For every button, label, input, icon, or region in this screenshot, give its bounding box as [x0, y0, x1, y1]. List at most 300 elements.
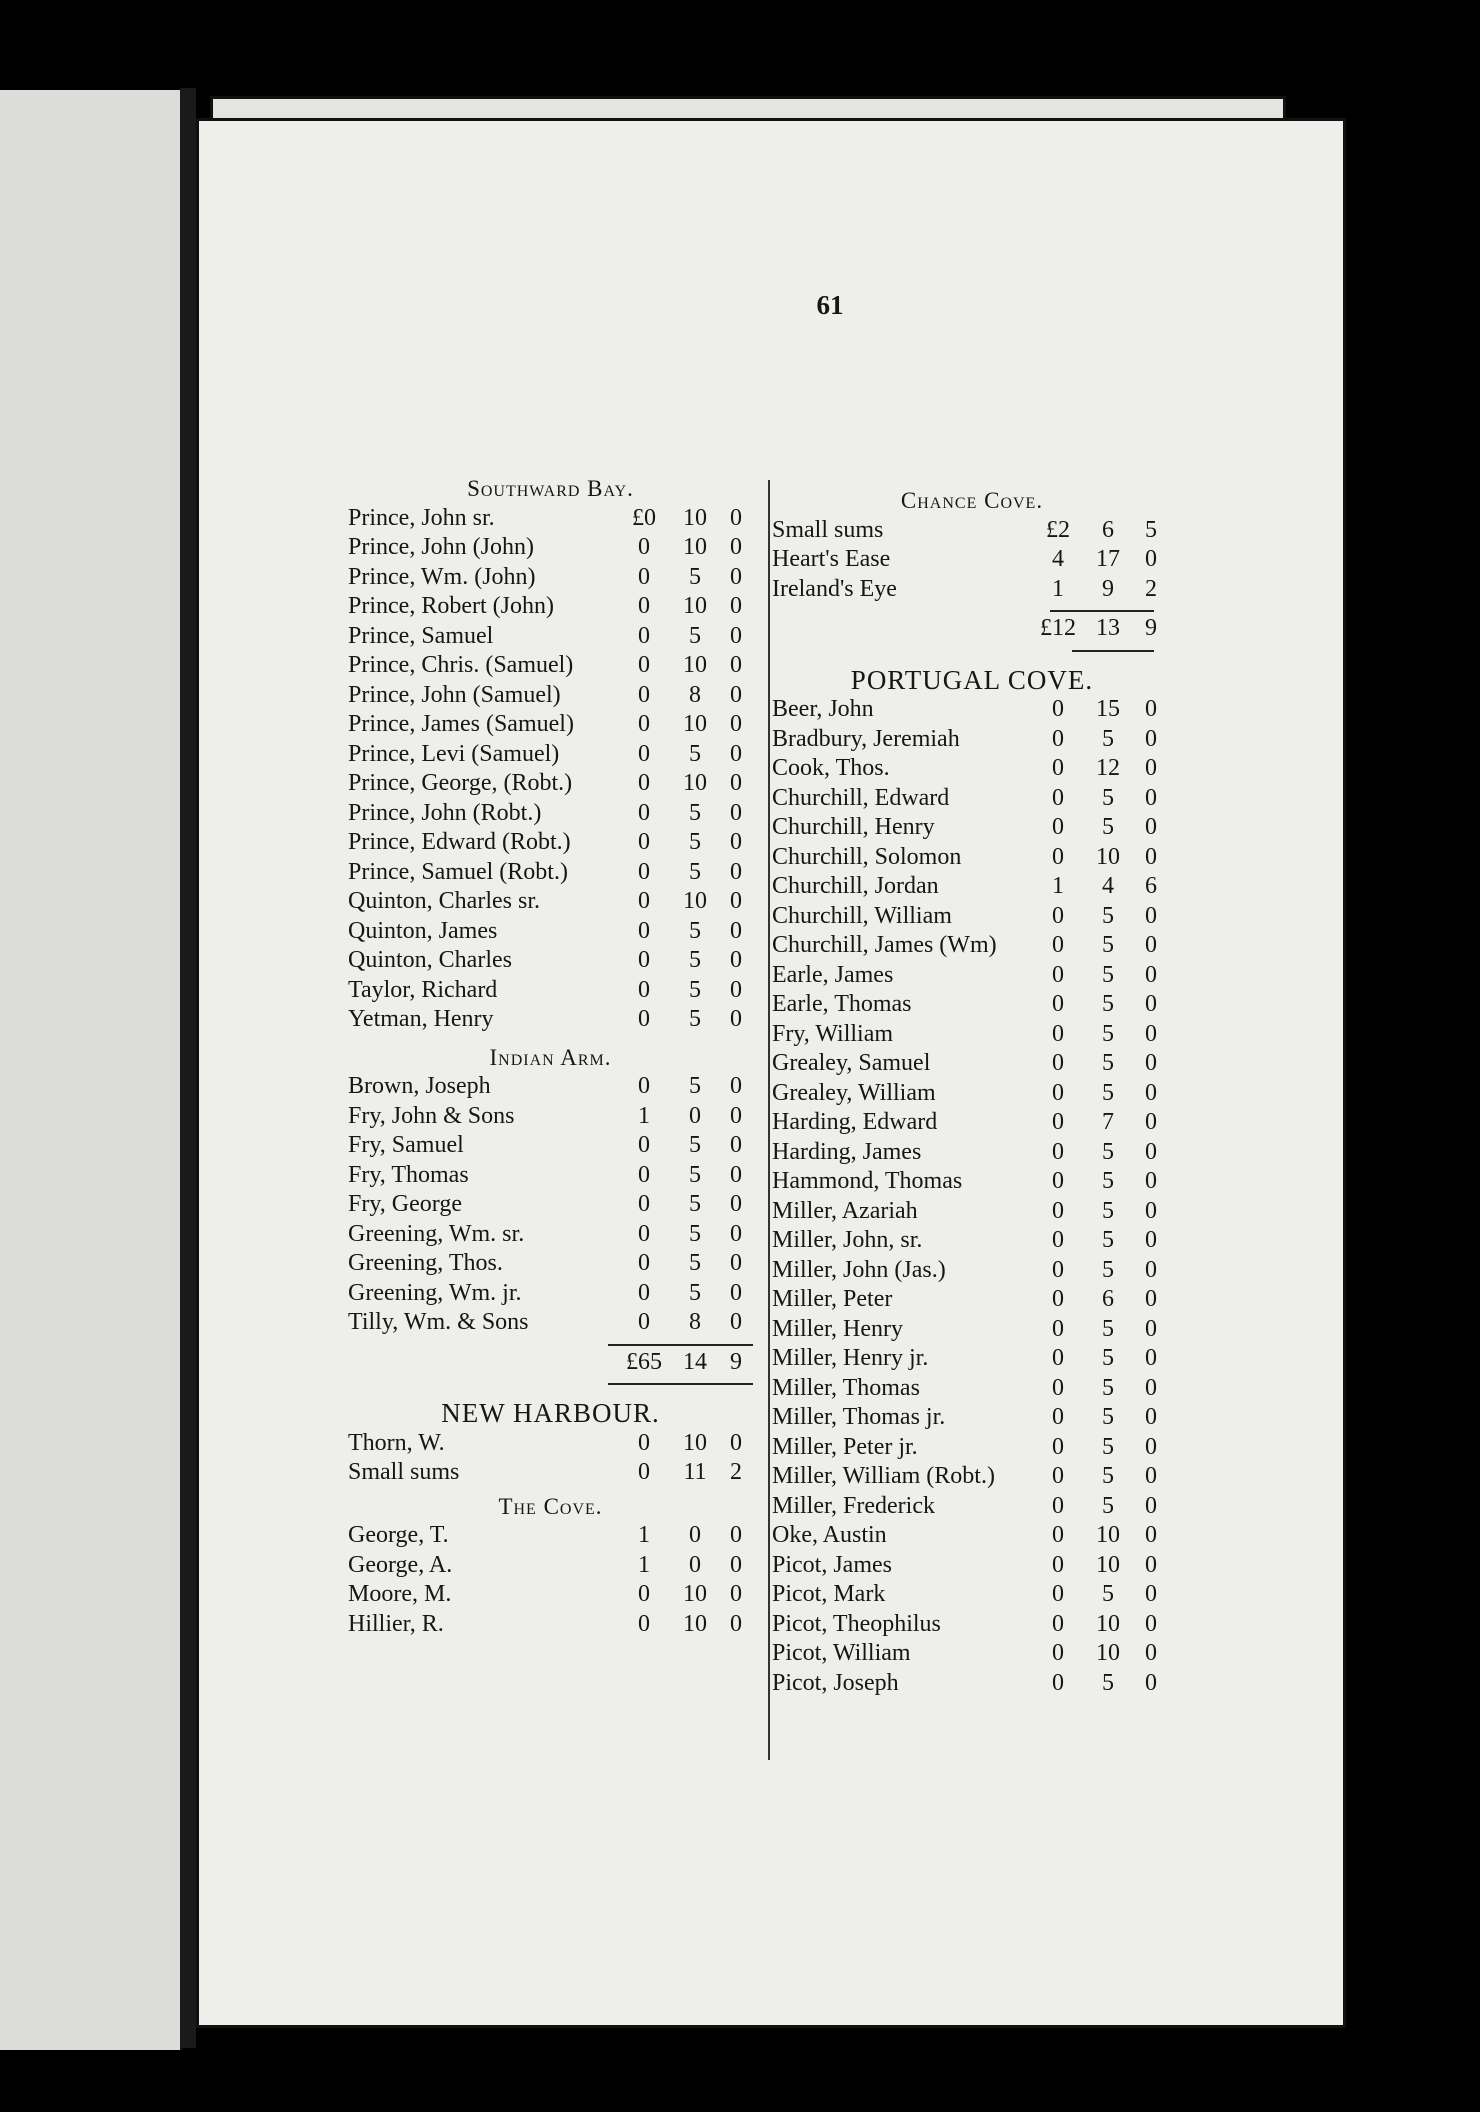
- new-harbour-list: [348, 1429, 753, 1488]
- amount-pence: 0: [730, 1073, 742, 1099]
- subscriber-name: Fry, John & Sons: [348, 1102, 515, 1129]
- amount-shillings: 5: [689, 799, 701, 826]
- amount-pence: 2: [1145, 575, 1157, 602]
- ledger-row: [772, 1462, 1172, 1492]
- amount-pence: 0: [730, 1132, 742, 1158]
- amount-pounds: 1: [638, 1551, 650, 1578]
- subscriber-name: Miller, Peter jr.: [772, 1433, 918, 1460]
- subscriber-name: Prince, George, (Robt.): [348, 770, 573, 796]
- amount-shillings: 7: [1102, 1109, 1114, 1135]
- subscriber-name: Thorn, W.: [348, 1429, 445, 1456]
- subscriber-name: Greening, Thos.: [348, 1250, 503, 1276]
- ledger-row: [772, 1108, 1172, 1138]
- subscriber-name: Prince, Robert (John): [348, 593, 554, 619]
- amount-pence: 0: [730, 1610, 742, 1637]
- chance-cove-list: [772, 516, 1172, 605]
- right-column: [772, 486, 1172, 1698]
- amount-shillings: 4: [1102, 873, 1114, 899]
- page-number: 61: [816, 290, 844, 320]
- ledger-row: [772, 1521, 1172, 1551]
- total-pence: 9: [1145, 615, 1157, 641]
- amount-shillings: 0: [689, 1102, 701, 1129]
- amount-pence: 0: [730, 681, 742, 708]
- ledger-row: [348, 533, 753, 563]
- amount-pounds: 0: [638, 1610, 650, 1637]
- southward-bay-list: [348, 504, 753, 1035]
- subscriber-name: Yetman, Henry: [348, 1006, 494, 1032]
- ledger-row: [348, 799, 753, 829]
- amount-shillings: 10: [1096, 1522, 1120, 1548]
- ledger-row: [348, 1279, 753, 1309]
- amount-pence: 0: [1145, 843, 1157, 870]
- subscriber-name: Miller, Azariah: [772, 1197, 918, 1224]
- subscriber-name: Miller, Henry jr.: [772, 1345, 929, 1371]
- subscriber-name: Miller, John (Jas.): [772, 1256, 946, 1283]
- amount-pence: 0: [1145, 902, 1157, 929]
- the-cove-list: [348, 1521, 753, 1639]
- amount-shillings: 8: [689, 1309, 701, 1335]
- amount-shillings: 5: [689, 1132, 701, 1158]
- amount-pence: 0: [1145, 1345, 1157, 1371]
- amount-pounds: 0: [638, 770, 650, 796]
- amount-pounds: 0: [1052, 1522, 1064, 1548]
- ledger-row: [348, 651, 753, 681]
- subscriber-name: George, A.: [348, 1551, 453, 1578]
- amount-shillings: 5: [1102, 902, 1114, 929]
- total-pounds: £65: [626, 1348, 662, 1375]
- ledger-row: [348, 504, 753, 534]
- subscriber-name: Prince, Chris. (Samuel): [348, 652, 574, 678]
- section-heading-southward-bay: Southward Bay.: [467, 476, 634, 501]
- amount-pounds: 0: [638, 799, 650, 826]
- subscriber-name: Miller, William (Robt.): [772, 1463, 995, 1489]
- amount-pence: 0: [1145, 1168, 1157, 1194]
- ledger-row: [348, 1610, 753, 1640]
- amount-pounds: 0: [638, 1250, 650, 1276]
- total-shillings: 14: [683, 1348, 707, 1375]
- amount-pounds: 0: [638, 711, 650, 737]
- book-spine: [180, 88, 196, 2048]
- ledger-row: [772, 1167, 1172, 1197]
- amount-pence: 0: [1145, 1020, 1157, 1047]
- subscriber-name: Harding, Edward: [772, 1109, 938, 1135]
- amount-pence: 0: [730, 1220, 742, 1247]
- amount-pence: 2: [730, 1459, 742, 1485]
- amount-pounds: 0: [638, 1459, 650, 1485]
- amount-shillings: 0: [689, 1522, 701, 1548]
- amount-pounds: 0: [638, 563, 650, 590]
- amount-shillings: 5: [689, 740, 701, 767]
- amount-pence: 0: [730, 770, 742, 796]
- indian-arm-total: [348, 1348, 753, 1378]
- amount-pounds: 0: [1052, 814, 1064, 840]
- amount-pounds: 0: [1052, 1256, 1064, 1283]
- amount-pounds: 0: [1052, 1581, 1064, 1607]
- amount-pounds: 0: [1052, 1404, 1064, 1430]
- amount-shillings: 10: [683, 652, 707, 678]
- amount-shillings: 10: [683, 1429, 707, 1456]
- section-heading-new-harbour: NEW HARBOUR.: [441, 1398, 660, 1428]
- amount-pounds: 0: [1052, 991, 1064, 1017]
- amount-shillings: 5: [689, 917, 701, 944]
- amount-pence: 0: [730, 976, 742, 1003]
- amount-shillings: 10: [683, 1581, 707, 1607]
- amount-pounds: 0: [638, 740, 650, 767]
- amount-pence: 0: [1145, 1079, 1157, 1106]
- ledger-row: [772, 1374, 1172, 1404]
- section-heading-chance-cove: Chance Cove.: [900, 488, 1044, 513]
- subscriber-name: Ireland's Eye: [772, 575, 897, 602]
- amount-pence: 0: [730, 1279, 742, 1306]
- amount-pence: 0: [1145, 1492, 1157, 1519]
- subscriber-name: Miller, Henry: [772, 1315, 904, 1342]
- subscriber-name: Quinton, Charles: [348, 947, 512, 973]
- amount-shillings: 5: [1102, 1463, 1114, 1489]
- amount-pounds: 0: [1052, 932, 1064, 958]
- amount-pounds: 1: [638, 1522, 650, 1548]
- ledger-row: [348, 946, 753, 976]
- amount-shillings: 10: [1096, 1551, 1120, 1578]
- amount-shillings: 5: [1102, 1315, 1114, 1342]
- subscriber-name: Churchill, Solomon: [772, 843, 962, 870]
- amount-shillings: 10: [1096, 843, 1120, 870]
- ledger-row: [772, 990, 1172, 1020]
- amount-shillings: 8: [689, 681, 701, 708]
- amount-shillings: 5: [689, 1250, 701, 1276]
- subscriber-name: Quinton, James: [348, 917, 498, 944]
- ledger-row: [772, 1079, 1172, 1109]
- amount-shillings: 5: [689, 858, 701, 885]
- amount-shillings: 5: [1102, 991, 1114, 1017]
- ledger-row: [772, 1403, 1172, 1433]
- amount-pence: 0: [730, 1161, 742, 1188]
- amount-shillings: 5: [1102, 1050, 1114, 1076]
- subscriber-name: George, T.: [348, 1522, 449, 1548]
- amount-pence: 0: [730, 1191, 742, 1217]
- amount-pence: 0: [1145, 1433, 1157, 1460]
- amount-pence: 0: [1145, 784, 1157, 811]
- subscriber-name: Moore, M.: [348, 1581, 452, 1607]
- amount-pounds: 0: [1052, 1463, 1064, 1489]
- amount-pence: 0: [730, 1551, 742, 1578]
- amount-pounds: 0: [1052, 1640, 1064, 1666]
- subscriber-name: Picot, Mark: [772, 1581, 886, 1607]
- total-rule: [1050, 610, 1154, 612]
- ledger-row: [772, 784, 1172, 814]
- subscriber-name: Picot, William: [772, 1640, 911, 1666]
- ledger-row: [772, 1138, 1172, 1168]
- amount-pence: 5: [1145, 516, 1157, 543]
- amount-pence: 0: [730, 1581, 742, 1607]
- amount-shillings: 5: [1102, 1492, 1114, 1519]
- amount-shillings: 5: [1102, 784, 1114, 811]
- amount-pence: 0: [1145, 1640, 1157, 1666]
- amount-pence: 0: [730, 1250, 742, 1276]
- amount-pounds: 0: [638, 1191, 650, 1217]
- ledger-row: [348, 828, 753, 858]
- amount-shillings: 5: [1102, 1227, 1114, 1253]
- amount-shillings: 5: [689, 1279, 701, 1306]
- ledger-row: [772, 1344, 1172, 1374]
- ledger-row: [772, 1669, 1172, 1699]
- amount-pounds: 0: [638, 681, 650, 708]
- ledger-row: [348, 858, 753, 888]
- amount-shillings: 5: [689, 1191, 701, 1217]
- ledger-row: [348, 1580, 753, 1610]
- amount-shillings: 5: [689, 829, 701, 855]
- amount-pounds: 0: [1052, 1669, 1064, 1696]
- ledger-row: [772, 1551, 1172, 1581]
- amount-shillings: 10: [683, 534, 707, 560]
- amount-pounds: 0: [1052, 1374, 1064, 1401]
- amount-pounds: 0: [638, 1309, 650, 1335]
- ledger-row: [772, 545, 1172, 575]
- amount-pence: 0: [1145, 1522, 1157, 1548]
- amount-pounds: 0: [638, 1006, 650, 1032]
- amount-shillings: 5: [1102, 1669, 1114, 1696]
- ledger-row: [772, 1256, 1172, 1286]
- amount-shillings: 15: [1096, 696, 1120, 722]
- ledger-row: [772, 1226, 1172, 1256]
- amount-shillings: 10: [683, 770, 707, 796]
- amount-pounds: 0: [1052, 1168, 1064, 1194]
- ledger-row: [772, 1315, 1172, 1345]
- total-rule: [608, 1383, 753, 1385]
- amount-pence: 0: [730, 1102, 742, 1129]
- subscriber-name: Churchill, William: [772, 902, 952, 929]
- ledger-row: [348, 887, 753, 917]
- amount-pounds: 0: [1052, 961, 1064, 988]
- ledger-row: [348, 1551, 753, 1581]
- ledger-row: [772, 1020, 1172, 1050]
- subscriber-name: Prince, Levi (Samuel): [348, 740, 560, 767]
- ledger-row: [348, 622, 753, 652]
- subscriber-name: Earle, James: [772, 961, 894, 988]
- subscriber-name: Prince, Wm. (John): [348, 563, 536, 590]
- amount-pence: 0: [1145, 1286, 1157, 1312]
- amount-pounds: 0: [1052, 902, 1064, 929]
- section-heading-indian-arm: Indian Arm.: [489, 1044, 612, 1070]
- amount-pence: 0: [730, 711, 742, 737]
- ledger-row: [348, 1521, 753, 1551]
- ledger-row: [348, 1220, 753, 1250]
- amount-pounds: 0: [638, 1279, 650, 1306]
- amount-pence: 0: [730, 1522, 742, 1548]
- subscriber-name: Oke, Austin: [772, 1522, 887, 1548]
- amount-pounds: 0: [638, 829, 650, 855]
- amount-pence: 0: [730, 888, 742, 914]
- amount-pounds: 0: [1052, 696, 1064, 722]
- amount-pence: 0: [730, 858, 742, 885]
- amount-pence: 0: [1145, 546, 1157, 572]
- amount-shillings: 10: [683, 504, 707, 531]
- amount-pounds: 0: [1052, 843, 1064, 870]
- ledger-row: [348, 681, 753, 711]
- amount-shillings: 5: [689, 622, 701, 649]
- total-pounds: £12: [1040, 615, 1076, 641]
- amount-pounds: 0: [638, 917, 650, 944]
- amount-pence: 0: [730, 947, 742, 973]
- amount-pounds: £0: [632, 504, 656, 531]
- ledger-row: [348, 1005, 753, 1035]
- section-heading-the-cove: The Cove.: [498, 1493, 603, 1519]
- amount-pounds: 0: [638, 1429, 650, 1456]
- ledger-row: [348, 592, 753, 622]
- ledger-row: [772, 1492, 1172, 1522]
- subscriber-name: Churchill, Jordan: [772, 873, 939, 899]
- subscriber-name: Fry, William: [772, 1020, 894, 1047]
- left-column: [348, 474, 753, 1639]
- ledger-row: [348, 976, 753, 1006]
- amount-pounds: 1: [1052, 873, 1064, 899]
- amount-pounds: 4: [1052, 546, 1064, 572]
- amount-shillings: 17: [1096, 546, 1120, 572]
- amount-pence: 0: [730, 917, 742, 944]
- subscriber-name: Fry, George: [348, 1191, 462, 1217]
- amount-pounds: 0: [1052, 1492, 1064, 1519]
- subscriber-name: Churchill, Edward: [772, 784, 950, 811]
- amount-pounds: 0: [638, 947, 650, 973]
- subscriber-name: Tilly, Wm. & Sons: [348, 1309, 529, 1335]
- amount-pence: 0: [1145, 961, 1157, 988]
- amount-pounds: 1: [638, 1102, 650, 1129]
- amount-pounds: 0: [638, 1161, 650, 1188]
- subscriber-name: Miller, Frederick: [772, 1492, 935, 1519]
- subscriber-name: Prince, Samuel: [348, 622, 494, 649]
- subscriber-name: Prince, James (Samuel): [348, 711, 574, 737]
- amount-pounds: 0: [1052, 1227, 1064, 1253]
- amount-pence: 0: [730, 593, 742, 619]
- amount-shillings: 9: [1102, 575, 1114, 602]
- amount-shillings: 5: [689, 947, 701, 973]
- amount-shillings: 5: [689, 1073, 701, 1099]
- amount-pounds: 0: [1052, 1315, 1064, 1342]
- amount-pounds: 0: [1052, 1020, 1064, 1047]
- subscriber-name: Picot, James: [772, 1551, 892, 1578]
- amount-shillings: 5: [1102, 814, 1114, 840]
- amount-pounds: 0: [638, 652, 650, 678]
- amount-pounds: 0: [1052, 1610, 1064, 1637]
- amount-shillings: 10: [1096, 1610, 1120, 1637]
- amount-pounds: 0: [1052, 1197, 1064, 1224]
- amount-pence: 0: [1145, 991, 1157, 1017]
- ledger-row: [772, 695, 1172, 725]
- subscriber-name: Churchill, Henry: [772, 814, 935, 840]
- subscriber-name: Churchill, James (Wm): [772, 932, 997, 958]
- ledger-row: [348, 1458, 753, 1488]
- ledger-row: [348, 917, 753, 947]
- subscriber-name: Beer, John: [772, 696, 874, 722]
- amount-pence: 0: [1145, 725, 1157, 752]
- amount-pence: 0: [1145, 1138, 1157, 1165]
- amount-shillings: 5: [1102, 1433, 1114, 1460]
- ledger-row: [348, 1072, 753, 1102]
- amount-shillings: 10: [1096, 1640, 1120, 1666]
- ledger-row: [772, 516, 1172, 546]
- amount-pence: 0: [1145, 1315, 1157, 1342]
- amount-pounds: 0: [1052, 1050, 1064, 1076]
- amount-pence: 0: [1145, 1256, 1157, 1283]
- ledger-row: [348, 710, 753, 740]
- amount-shillings: 5: [689, 1161, 701, 1188]
- amount-pence: 0: [1145, 1227, 1157, 1253]
- subscriber-name: Grealey, Samuel: [772, 1050, 931, 1076]
- amount-shillings: 10: [683, 711, 707, 737]
- amount-pence: 0: [730, 740, 742, 767]
- facing-page: [0, 90, 183, 2050]
- subscriber-name: Earle, Thomas: [772, 991, 912, 1017]
- amount-pounds: 0: [638, 534, 650, 560]
- subscriber-name: Grealey, William: [772, 1079, 936, 1106]
- column-divider: [768, 480, 770, 1760]
- indian-arm-list: [348, 1072, 753, 1338]
- amount-shillings: 5: [1102, 1197, 1114, 1224]
- ledger-row: [772, 931, 1172, 961]
- subscriber-name: Miller, Peter: [772, 1286, 893, 1312]
- ledger-row: [348, 1249, 753, 1279]
- ledger-row: [348, 1308, 753, 1338]
- subscriber-name: Picot, Theophilus: [772, 1610, 941, 1637]
- amount-pence: 0: [730, 534, 742, 560]
- amount-pounds: 0: [1052, 1079, 1064, 1106]
- amount-pence: 0: [1145, 1050, 1157, 1076]
- amount-shillings: 5: [1102, 1404, 1114, 1430]
- amount-pounds: 0: [638, 1073, 650, 1099]
- amount-pence: 0: [1145, 1404, 1157, 1430]
- amount-pence: 0: [730, 652, 742, 678]
- subscriber-name: Hammond, Thomas: [772, 1168, 963, 1194]
- amount-pounds: 1: [1052, 575, 1064, 602]
- ledger-row: [348, 1429, 753, 1459]
- amount-shillings: 10: [683, 1610, 707, 1637]
- amount-pounds: 0: [1052, 1138, 1064, 1165]
- ledger-row: [772, 725, 1172, 755]
- subscriber-name: Prince, John sr.: [348, 504, 495, 531]
- amount-shillings: 12: [1096, 755, 1120, 781]
- amount-pence: 0: [1145, 932, 1157, 958]
- amount-pounds: 0: [638, 1581, 650, 1607]
- amount-pence: 0: [730, 1006, 742, 1032]
- amount-shillings: 5: [1102, 932, 1114, 958]
- subscriber-name: Prince, Samuel (Robt.): [348, 858, 568, 885]
- subscriber-name: Miller, John, sr.: [772, 1227, 923, 1253]
- subscriber-name: Prince, John (Robt.): [348, 799, 542, 826]
- chance-cove-total: [772, 614, 1172, 644]
- amount-shillings: 0: [689, 1551, 701, 1578]
- amount-pounds: 0: [1052, 1286, 1064, 1312]
- ledger-row: [772, 902, 1172, 932]
- amount-pounds: 0: [638, 1132, 650, 1158]
- ledger-row: [772, 1580, 1172, 1610]
- amount-pence: 0: [1145, 1374, 1157, 1401]
- amount-pence: 0: [1145, 1463, 1157, 1489]
- amount-pence: 0: [730, 622, 742, 649]
- subscriber-name: Quinton, Charles sr.: [348, 888, 540, 914]
- ledger-row: [348, 769, 753, 799]
- ledger-row: [772, 1433, 1172, 1463]
- subscriber-name: Bradbury, Jeremiah: [772, 725, 960, 752]
- amount-pounds: 0: [638, 622, 650, 649]
- amount-pence: 0: [1145, 1669, 1157, 1696]
- ledger-row: [772, 843, 1172, 873]
- amount-pounds: 0: [638, 976, 650, 1003]
- amount-pence: 0: [1145, 1197, 1157, 1224]
- ledger-row: [772, 961, 1172, 991]
- amount-shillings: 5: [1102, 961, 1114, 988]
- amount-shillings: 5: [1102, 725, 1114, 752]
- amount-shillings: 6: [1102, 1286, 1114, 1312]
- ledger-row: [348, 1102, 753, 1132]
